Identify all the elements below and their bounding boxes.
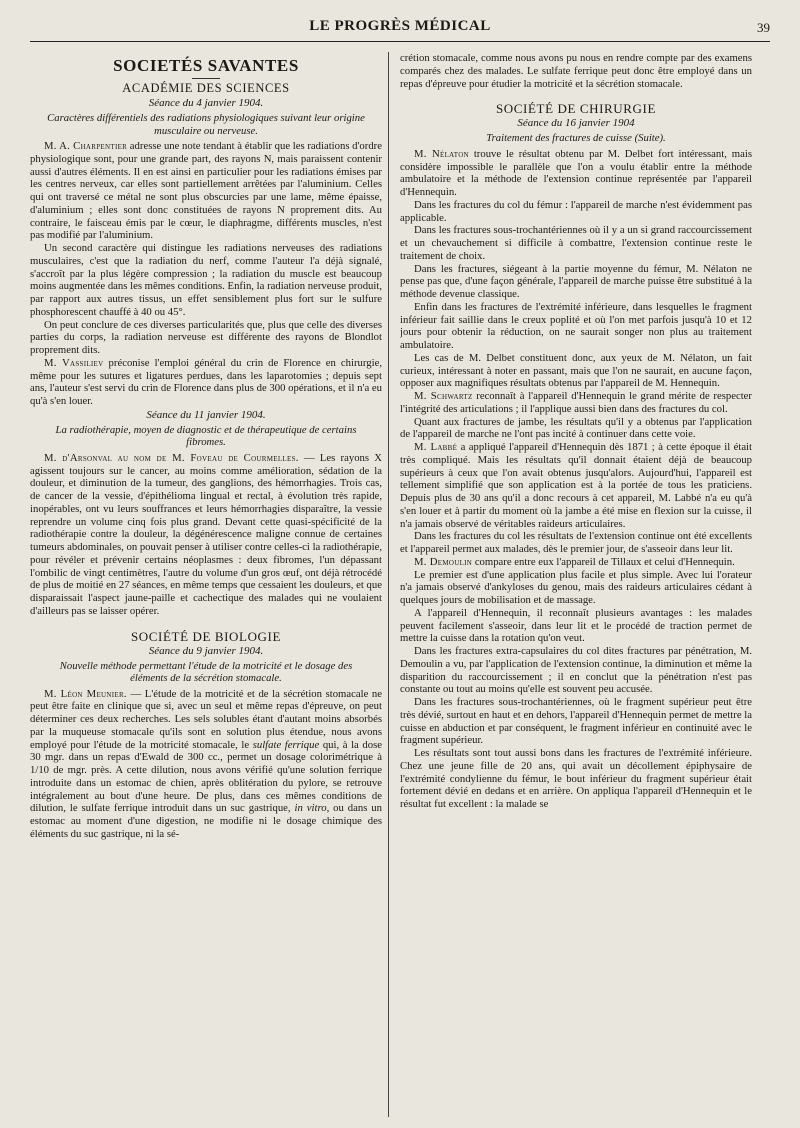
paragraph [30,140,382,242]
paragraph: Dans les fractures du col du fémur : l'appareil de marche n'est évidemment pas applicable. [400,198,752,224]
author-name: M. A. Charpentier [44,140,128,152]
seance-date: Séance du 16 janvier 1904 [517,117,635,130]
heading-rule [192,78,220,79]
seance-date: Séance du 9 janvier 1904. [148,644,264,657]
paragraph-text: préconise l'emploi général du crin de Florence en chirurgie, même pour les sutures et ligatures perdues, dans les laparotomies ; depuis sept ans, l'auteur s'est servi du crin de Florence dans plus de 300 opérations, et il n'a eu qu'à s'en louer. [30,356,382,407]
article-subtitle: Nouvelle méthode permettant l'étude de la motricité et le dosage des éléments de la sécrétion stomacale. [59,659,353,684]
paragraph: Dans les fractures sous-trochantériennes, où le fragment supérieur peut être très dévié, surtout en haut et en dehors, l'appareil d'Hennequin permet de mettre la cuisse en abduction et par conséquent, le fragment inférieur en continuité avec le fragment supérieur. [400,696,752,747]
paragraph: Dans les fractures extra-capsulaires du col dites fractures par pénétration, M. Demoulin a vu, par l'application de l'extension continue, la diminution et même la disparition du raccourcissement ; il en conclut que la pénétration n'est pas constante ou tout au moins qu'elle est souvent peu accusée. [400,645,752,696]
paragraph: Enfin dans les fractures de l'extrémité inférieure, dans lesquelles le fragment inférieur fait saillie dans le creux poplité et où l'on met parfois jusqu'à 10 et 12 jours pour obtenir la réduction, on ne saurait songer non plus au traitement ambulatoire. [400,300,752,351]
paragraph: On peut conclure de ces diverses particularités que, plus que celle des diverses parties du corps, la radiation nerveuse est différente des rayons de Blondlot proprement dits. [30,318,382,356]
spacer [30,618,382,628]
paragraph: Les cas de M. Delbet constituent donc, aux yeux de M. Nélaton, un fait curieux, intéressant à noter en passant, mais que l'on ne saurait, en aucune façon, opposer aux magnifiques résultats obtenus par l'appareil de M. Hennequin. [400,351,752,390]
academy-heading: ACADÉMIE DES SCIENCES [122,81,290,95]
society-heading: SOCIÉTÉ DE BIOLOGIE [130,628,282,644]
paragraph: Dans les fractures sous-trochantériennes où il y a un si grand raccourcissement et un chevauchement si difficile à combattre, l'extension continue reste le traitement de choix. [400,224,752,262]
author-name: M. Vassiliev [44,356,104,369]
paragraph-text: , ou dans un estomac au moment d'une digestion, ne modifie ni le dosage chimique des éléments du suc gastrique, ni la sé- [30,802,382,840]
paragraph: Dans les fractures du col les résultats de l'extension continue ont été excellents et l'appareil permet aux malades, dès le premier jour, de s'asseoir dans leur lit. [400,530,752,555]
paragraph [400,390,752,416]
right-column [400,52,752,1120]
column-divider [388,52,389,1117]
seance-date: Séance du 11 janvier 1904. [146,408,266,421]
paragraph [30,357,382,408]
spacer [400,90,752,100]
paragraph-text: qui, à la dose 30 mgr. dans un repas d'Ewald de 300 cc., permet un dosage colorimétrique à 1/10 de mgr. près. A cette dilution, nous avons vérifié qu'une solution ferrique introduite dans un estomac de chien, après oblitération du pylore, se retrouve intégralement au bout d'une heure. De plus, dans ces mêmes conditions de dilution, le sulfate ferrique introduit dans un suc gastrique, [30,738,382,815]
page-number: 39 [757,20,770,35]
article-subtitle: Traitement des fractures de cuisse (Suite). [486,132,666,145]
section-heading: SOCIETÉS SAVANTES [113,56,299,75]
header-rule [30,41,770,42]
paragraph [30,688,382,841]
paragraph: Un second caractère qui distingue les radiations nerveuses des radiations musculaires, c'est que la radiation du nerf, comme l'auteur l'a déjà signalé, s'accroît par la plus légère compression ; la radiation du muscle est beaucoup moins augmentée dans les mêmes conditions. Enfin, la radiation nerveuse produit, par rapport aux autres tissus, un effet sensiblement plus fort sur le sulfure phosphorescent chauffé à 40 ou 45°. [30,242,382,318]
author-name: M. d'Arsonval au nom de M. Foveau de Courmelles. [44,451,299,464]
left-column [30,52,382,1120]
paragraph-text: a appliqué l'appareil d'Hennequin dès 1871 ; à cette époque il était très compliqué. Mais les résultats qu'il donnait étaient déjà de beaucoup supérieurs à ceux que l'on avait obtenus jusqu'alors. Aujourd'hui, l'appareil est tellement simplifié que son application est à la portée de tous les praticiens. Depuis plus de 30 ans qu'il a donc recours à cet appareil, M. Labbé n'a eu qu'à s'en louer et à partir du moment où la jambe a été mise en flexion sur la cuisse, il n'a jamais observé de véritables raideurs articulaires. [400,441,752,530]
article-subtitle: La radiothérapie, moyen de diagnostic et de thérapeutique de certains fibromes. [55,423,357,449]
author-name: M. Schwartz [414,390,473,402]
italic-term: sulfate ferrique [252,738,320,751]
paragraph [400,556,752,569]
author-name: M. Demoulin [414,555,473,568]
article-subtitle: Caractères différentiels des radiations physiologiques suivant leur origine musculaire ou nerveuse. [47,112,365,137]
paragraph [400,148,752,199]
paragraph: Dans les fractures, siégeant à la partie moyenne du fémur, M. Nélaton ne pense pas que, d'une façon générale, l'appareil de marche puisse être substitué à la méthode devenue classique. [400,262,752,300]
paragraph: Les résultats sont tout aussi bons dans les fractures de l'extrémité inférieure. Chez une jeune fille de 20 ans, qui avait un décollement épiphysaire de l'extrémité condylienne du fémur, le bout inférieur du fragment supérieur était fortement dévié en dedans et en arrière. On appliqua l'appareil d'Hennequin et le résultat fut excellent : la malade se [400,747,752,810]
author-name: M. Nélaton [414,147,469,160]
author-name: M. Léon Meunier. [44,687,127,700]
journal-title: LE PROGRÈS MÉDICAL [309,18,491,34]
italic-term: in vitro [294,802,327,815]
paragraph: crétion stomacale, comme nous avons pu nous en rendre compte par des examens comparés chez des malades. Le sulfate ferrique peut donc être employé dans un repas d'épreuve pour étudier la motricité et la sécrétion stomacale. [400,52,752,90]
seance-date: Séance du 4 janvier 1904. [148,97,264,109]
paragraph-text: — Les rayons X agissent toujours sur le cancer, au moins comme amélioration, sédation de la douleur, et diminution de la tumeur, des ganglions, des hémorrhagies. Trois cas, de cancer de la vessie, d'épithélioma lingual et rectal, à évolution très rapide, inopérables, ont vu leurs souffrances et leurs hémorrhagies disparaître, la vessie reprendre un volume cinq fois plus grand. Devant cette quasi-spécificité de la radiothérapie contre la douleur, la dégénérescence maligne connue de certaines tumeurs abdominales, on pouvait penser à utiliser contre celles-ci la radiothérapie, pour révéler et prévenir certains néoplasmes : deux fibromes, l'un dépassant l'ombilic de vingt centimètres, l'autre du volume d'un gros œuf, ont déjà rétrocédé de plus de moitié en 27 séances, en même temps que cessaient les douleurs, et que disparaissait l'aspect jaune-paille et cachectique des malades qui ne voulaient d'ailleurs pas se laisser opérer. [30,451,382,617]
paragraph: A l'appareil d'Hennequin, il reconnaît plusieurs avantages : les malades peuvent facilement s'asseoir, dans leur lit et le procédé de traction permet de mettre la cuisse dans la rotation qu'on veut. [400,606,752,645]
paragraph-text: reconnaît à l'appareil d'Hennequin le grand mérite de respecter l'intégrité des articulations ; il l'applique aussi bien dans des fractures du col. [400,390,752,415]
paragraph-text: compare entre eux l'appareil de Tillaux et celui d'Hennequin. [472,555,735,568]
paragraph-text: — L'étude de la motricité et de la sécrétion stomacale ne peut être faite en clinique que si, avec un seul et même repas d'épreuve, on peut déterminer ces deux recherches. Les sels solubles étant d'autant moins absorbés par la muqueuse stomacale qu'ils sont en solution plus étendue, nous avons employé pour l'étude de la motricité stomacale, le [30,687,382,751]
paragraph-text: adresse une note tendant à établir que les radiations d'ordre physiologique sont, pour une grande part, des rayons N, mais paraissent contenir aussi d'autres éléments. Il en est ainsi en particulier pour les radiations émises par les centres nerveux, car elles sont partiellement arrêtées par l'aluminium. Celles qui ont traversé ce métal ne sont plus obscurcies par une lame, même épaisse, d'aluminium ; elles sont donc constituées de rayons N proprement dits. Au contraire, le faisceau émis par le cœur, le diaphragme, différents muscles, n'est pas modifié par l'aluminium. [30,140,382,242]
paragraph: Quant aux fractures de jambe, les résultats qu'il y a obtenus par l'application de l'appareil de marche ne l'ont pas incité à continuer dans cette voie. [400,415,752,441]
paragraph [400,441,752,530]
paragraph-text: trouve le résultat obtenu par M. Delbet fort intéressant, mais considère impossible le parallèle que l'on a voulu établir entre la méthode ambulatoire et la méthode de l'extension continue représentée par l'appareil d'Hennequin. [400,147,752,198]
society-heading: SOCIÉTÉ DE CHIRURGIE [495,101,657,117]
paragraph: Le premier est d'une application plus facile et plus simple. Avec lui l'orateur n'a jamais observé d'ankyloses du genou, mais des raideurs articulaires cédant à quelques jours de mobilisation et de massage. [400,568,752,606]
paragraph [30,452,382,618]
page-header [30,16,770,44]
author-name: M. Labbé [414,441,458,453]
